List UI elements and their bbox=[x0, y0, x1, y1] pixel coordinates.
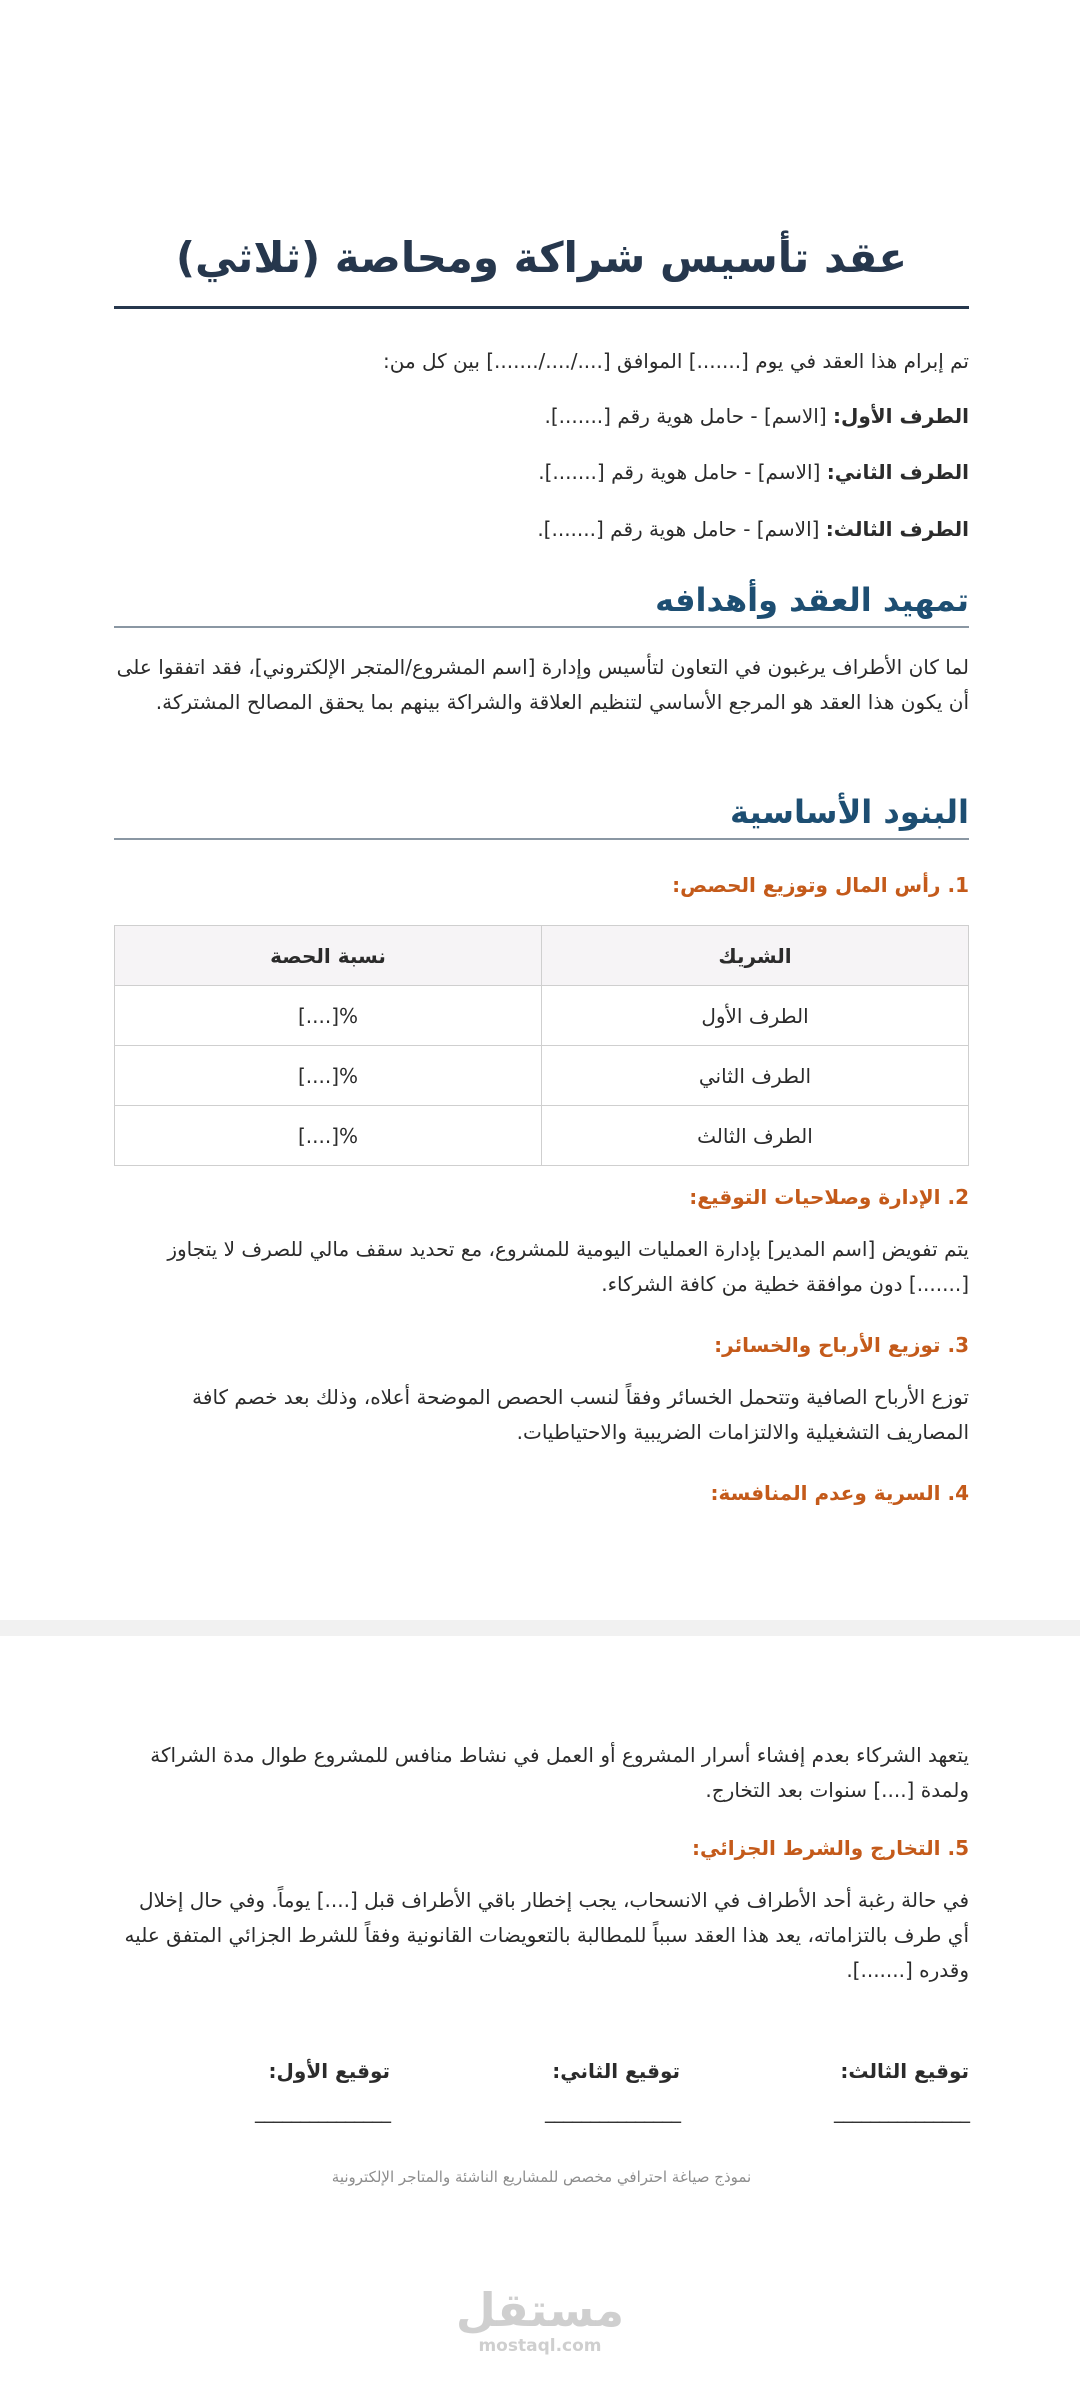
watermark-brand: مستقل bbox=[455, 2283, 625, 2337]
table-row bbox=[115, 986, 969, 1046]
title-divider bbox=[114, 306, 969, 309]
page-break bbox=[0, 1620, 1080, 1636]
contract-header bbox=[114, 228, 969, 309]
contract-title: عقد تأسيس شراكة ومحاصة (ثلاثي) bbox=[175, 233, 908, 282]
terms-divider bbox=[114, 838, 969, 840]
clause-2 bbox=[114, 1182, 969, 1302]
clause-5-text: في حالة رغبة أحد الأطراف في الانسحاب، يجب إخطار باقي الأطراف قبل [....] يوماً. وفي حال إخلال أي طرف بالتزاماته، يعد هذا العقد سبباً للمطالبة بالتعويضات القانونية وفقاً للشرط الجزائي المتفق عليه وقدره [.......]. bbox=[124, 1888, 969, 1982]
terms-section bbox=[114, 790, 969, 840]
header-partner: الشريك bbox=[542, 926, 969, 986]
party-third-label: الطرف الثالث: bbox=[825, 517, 969, 541]
party-first bbox=[114, 402, 969, 430]
cell-partner: الطرف الثاني bbox=[542, 1046, 969, 1106]
party-second bbox=[114, 458, 969, 486]
signature-first bbox=[250, 2056, 390, 2126]
cell-partner: الطرف الثالث bbox=[542, 1106, 969, 1166]
clause-3 bbox=[114, 1330, 969, 1450]
preamble-text: لما كان الأطراف يرغبون في التعاون لتأسيس وإدارة [اسم المشروع/المتجر الإلكتروني]، فقد اتفقوا على أن يكون هذا العقد هو المرجع الأساسي لتنظيم العلاقة والشراكة بينهم بما يحقق المصالح المشتركة. bbox=[116, 655, 969, 714]
table-row bbox=[115, 1106, 969, 1166]
watermark-domain: mostaql.com bbox=[478, 2336, 602, 2356]
cell-share: [....]% bbox=[115, 1106, 542, 1166]
party-third-text: [الاسم] - حامل هوية رقم [.......]. bbox=[537, 517, 826, 541]
intro-text: تم إبرام هذا العقد في يوم [.......] الموافق [..../..../.......] بين كل من: bbox=[383, 349, 969, 373]
preamble-title: تمهيد العقد وأهدافه bbox=[655, 581, 969, 619]
contract-intro bbox=[114, 344, 969, 379]
clause-4 bbox=[114, 1478, 969, 1508]
signature-second-line: _______________ bbox=[545, 2099, 680, 2123]
shares-table bbox=[114, 925, 969, 1166]
mostaql-watermark-logo bbox=[440, 2284, 640, 2356]
cell-share: [....]% bbox=[115, 1046, 542, 1106]
party-second-text: [الاسم] - حامل هوية رقم [.......]. bbox=[538, 460, 827, 484]
document-page-2 bbox=[0, 1636, 1080, 2400]
clause-3-title: 3. توزيع الأرباح والخسائر: bbox=[714, 1333, 969, 1357]
clause-5 bbox=[114, 1833, 969, 1988]
preamble-divider bbox=[114, 626, 969, 628]
party-second-label: الطرف الثاني: bbox=[826, 460, 969, 484]
clause-4-title: 4. السرية وعدم المنافسة: bbox=[710, 1481, 969, 1505]
signature-third-label: توقيع الثالث: bbox=[840, 2059, 969, 2083]
clause-3-text: توزع الأرباح الصافية وتتحمل الخسائر وفقاً لنسب الحصص الموضحة أعلاه، وذلك بعد خصم كافة المصاريف التشغيلية والالتزامات الضريبية والاحتياطيات. bbox=[192, 1385, 969, 1444]
signature-second-label: توقيع الثاني: bbox=[552, 2059, 680, 2083]
cell-partner: الطرف الأول bbox=[542, 986, 969, 1046]
clause-2-title: 2. الإدارة وصلاحيات التوقيع: bbox=[689, 1185, 969, 1209]
party-third bbox=[114, 515, 969, 543]
signature-first-line: _______________ bbox=[255, 2099, 390, 2123]
clause-5-title: 5. التخارج والشرط الجزائي: bbox=[692, 1836, 969, 1860]
signature-first-label: توقيع الأول: bbox=[268, 2059, 390, 2083]
footnote: نموذج صياغة احترافي مخصص للمشاريع الناشئة والمتاجر الإلكترونية bbox=[331, 2168, 752, 2186]
table-row bbox=[115, 1046, 969, 1106]
shares-table-wrap bbox=[114, 925, 969, 1166]
clause-2-text: يتم تفويض [اسم المدير] بإدارة العمليات اليومية للمشروع، مع تحديد سقف مالي للصرف لا يتجاوز [.......] دون موافقة خطية من كافة الشركاء. bbox=[167, 1237, 969, 1296]
party-first-label: الطرف الأول: bbox=[832, 404, 969, 428]
clause-1 bbox=[114, 870, 969, 900]
cell-share: [....]% bbox=[115, 986, 542, 1046]
preamble-section bbox=[114, 578, 969, 720]
table-header-row bbox=[115, 926, 969, 986]
header-share: نسبة الحصة bbox=[115, 926, 542, 986]
terms-title: البنود الأساسية bbox=[730, 793, 969, 831]
signature-third bbox=[829, 2056, 969, 2126]
party-first-text: [الاسم] - حامل هوية رقم [.......]. bbox=[544, 404, 833, 428]
signature-second bbox=[540, 2056, 680, 2126]
clause-4-continued bbox=[114, 1738, 969, 1808]
signature-third-line: _______________ bbox=[834, 2099, 969, 2123]
clause-4-text: يتعهد الشركاء بعدم إفشاء أسرار المشروع أو العمل في نشاط منافس للمشروع طوال مدة الشراكة ولمدة [....] سنوات بعد التخارج. bbox=[150, 1743, 969, 1802]
clause-1-title: 1. رأس المال وتوزيع الحصص: bbox=[672, 873, 969, 897]
